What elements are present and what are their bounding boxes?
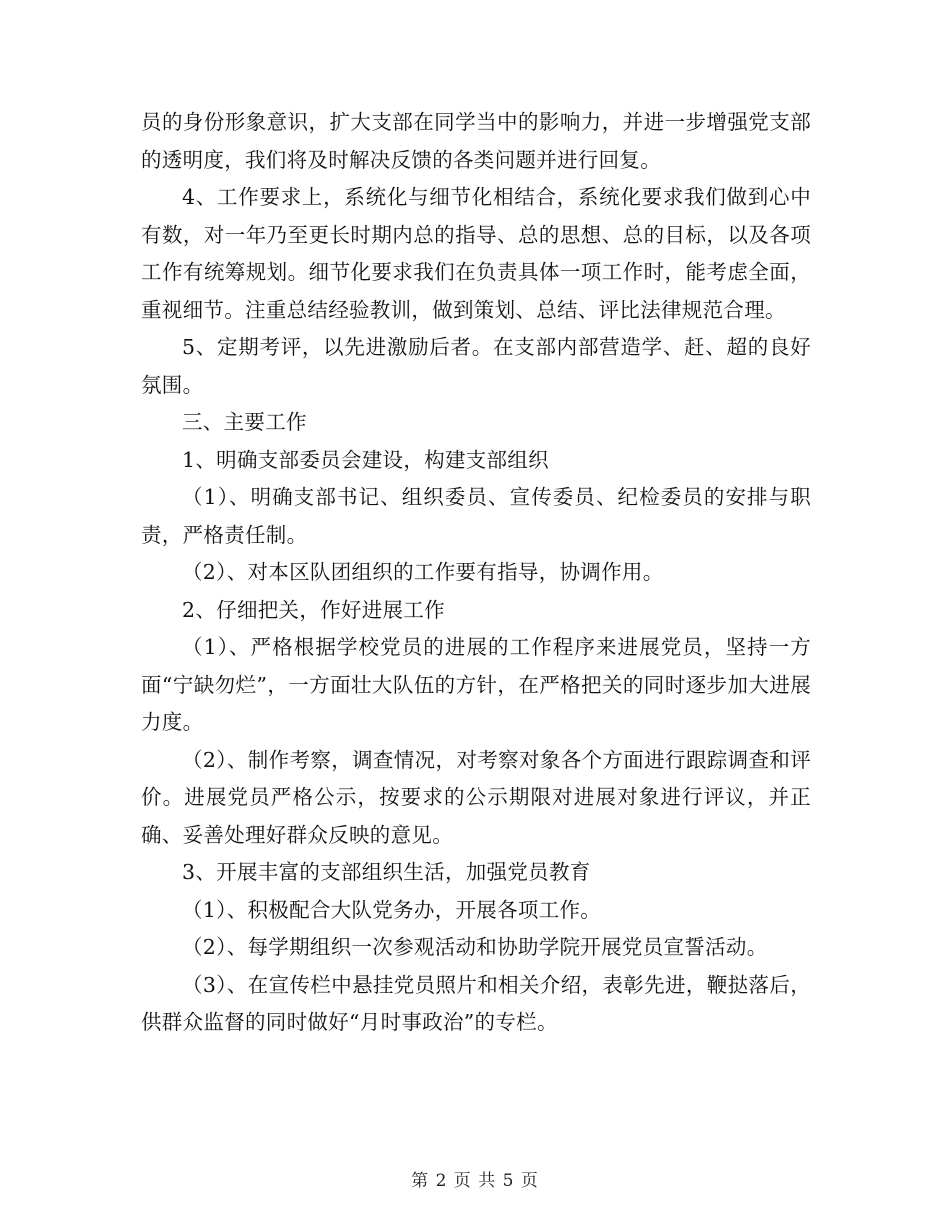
list-item-1-1: （1）、明确支部书记、组织委员、宣传委员、纪检委员的安排与职责，严格责任制。 xyxy=(141,485,811,547)
document-body xyxy=(141,104,811,1042)
list-item-1-2: （2）、对本区队团组织的工作要有指导，协调作用。 xyxy=(182,560,664,584)
paragraph-requirement-4: 4、工作要求上，系统化与细节化相结合，系统化要求我们做到心中有数，对一年乃至更长时期内总的指导、总的思想、总的目标，以及各项工作有统筹规划。细节化要求我们在负责具体一项工作时，能考虑全面，重视细节。注重总结经验教训，做到策划、总结、评比法律规范合理。 xyxy=(141,185,811,322)
section-heading-main-work: 三、主要工作 xyxy=(182,410,307,434)
list-item-3-3: （3）、在宣传栏中悬挂党员照片和相关介绍，表彰先进，鞭挞落后，供群众监督的同时做好“月时事政治”的专栏。 xyxy=(141,972,811,1034)
subheading-branch-committee: 1、明确支部委员会建设，构建支部组织 xyxy=(182,447,549,472)
paragraph-continuation: 员的身份形象意识，扩大支部在同学当中的影响力，并进一步增强党支部的透明度，我们将及时解决反馈的各类问题并进行回复。 xyxy=(141,110,811,172)
subheading-development-work: 2、仔细把关，作好进展工作 xyxy=(182,597,445,622)
list-item-2-2: （2）、制作考察，调查情况，对考察对象各个方面进行跟踪调查和评价。进展党员严格公示，按要求的公示期限对进展对象进行评议，并正确、妥善处理好群众反映的意见。 xyxy=(141,747,811,847)
list-item-2-1: （1）、严格根据学校党员的进展的工作程序来进展党员，坚持一方面“宁缺勿烂”，一方面壮大队伍的方针，在严格把关的同时逐步加大进展力度。 xyxy=(141,635,811,734)
paragraph-requirement-5: 5、定期考评，以先进激励后者。在支部内部营造学、赶、超的良好氛围。 xyxy=(141,335,811,397)
list-item-3-2: （2）、每学期组织一次参观活动和协助学院开展党员宣誓活动。 xyxy=(182,935,768,959)
page-number-footer: 第 2 页 共 5 页 xyxy=(411,1171,539,1191)
subheading-organization-life: 3、开展丰富的支部组织生活，加强党员教育 xyxy=(182,860,591,884)
list-item-3-1: （1）、积极配合大队党务办，开展各项工作。 xyxy=(182,897,602,922)
